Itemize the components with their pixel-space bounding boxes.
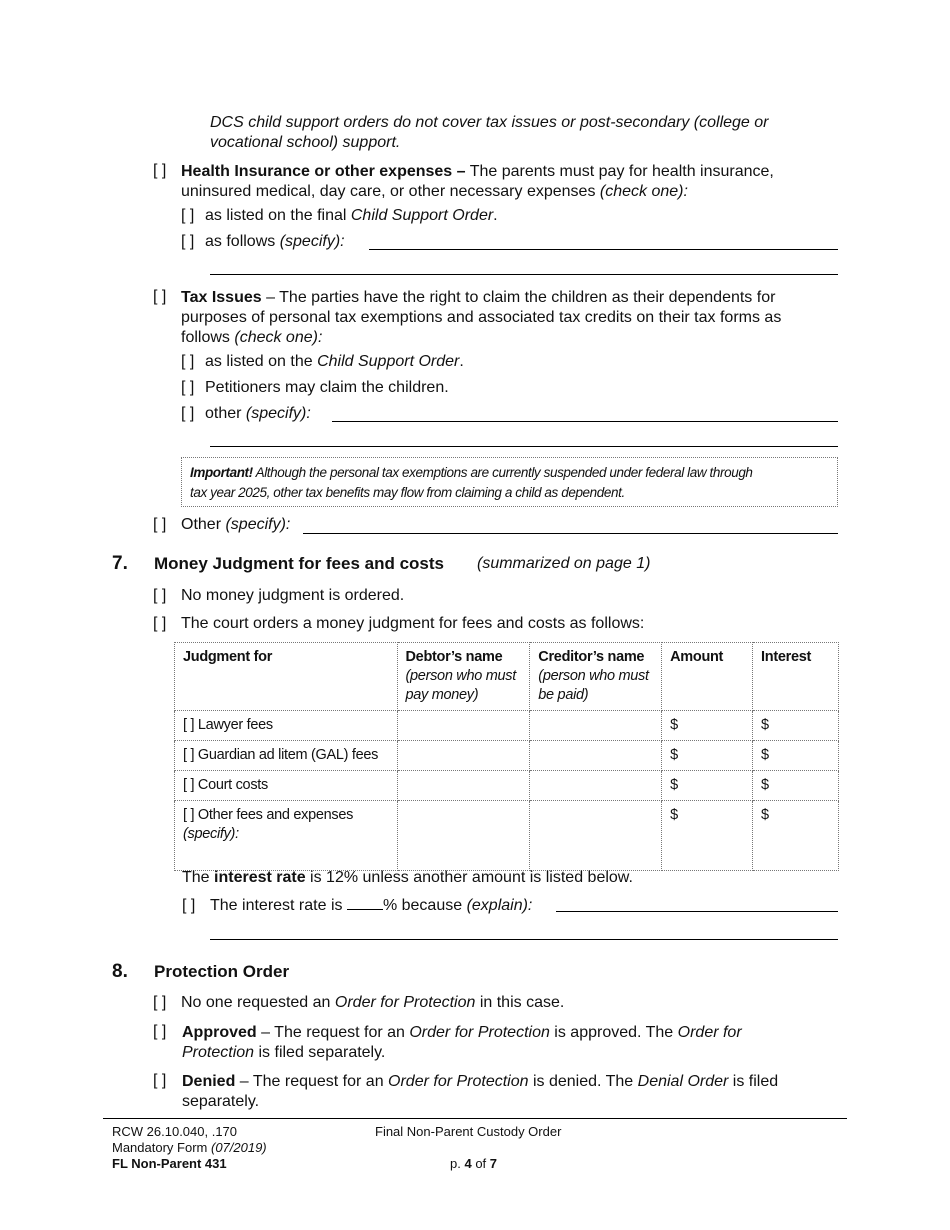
- rate-explain: (explain):: [466, 897, 533, 914]
- tax-opt3-text: other: [205, 405, 246, 422]
- approved-italic3: Protection: [182, 1044, 255, 1061]
- section-8-heading: [112, 961, 290, 983]
- important-text1: Although the personal tax exemptions are currently suspended under federal law through: [252, 465, 753, 480]
- health-insurance-heading: Health Insurance or other expenses –: [181, 163, 466, 180]
- other-text: Other: [181, 516, 226, 533]
- header-debtor: [397, 643, 530, 711]
- creditor-cell[interactable]: [530, 771, 662, 801]
- denied-text2: is denied. The: [528, 1073, 638, 1090]
- page-total: 7: [489, 1156, 498, 1171]
- header-debtor-sub: (person who must pay money): [405, 668, 516, 703]
- section-7-number: 7.: [112, 553, 128, 574]
- interest-cell[interactable]: $: [753, 801, 839, 871]
- amount-cell[interactable]: $: [662, 801, 753, 871]
- row-lawyer-fees[interactable]: [ ] Lawyer fees: [175, 711, 398, 741]
- debtor-cell[interactable]: [397, 801, 530, 871]
- denied-label: Denied: [182, 1073, 236, 1090]
- table-row: [175, 771, 839, 801]
- no-money-judgment-option: [153, 587, 404, 605]
- protection-none-text: No one requested an: [181, 994, 335, 1011]
- tax-opt3-italic: (specify):: [245, 405, 311, 422]
- table-row: [175, 741, 839, 771]
- page-current: 4: [464, 1156, 472, 1171]
- intro-note-line1: DCS child support orders do not cover tax issues or post-secondary (college or: [210, 114, 769, 131]
- interest-rate-statement: [182, 869, 633, 887]
- health-option-final-order: [181, 207, 498, 225]
- section-7-heading: [112, 553, 651, 575]
- explain-line-2[interactable]: [210, 939, 838, 940]
- interest-rate-blank[interactable]: [347, 895, 383, 910]
- fees-table: [174, 642, 839, 871]
- row-court-costs[interactable]: [ ] Court costs: [175, 771, 398, 801]
- interest-rate-option: [182, 895, 532, 915]
- tax-issues-text1: – The parties have the right to claim the children as their dependents for: [261, 289, 776, 306]
- health-insurance-block: [181, 162, 774, 202]
- rate-pre: The interest rate is: [210, 897, 347, 914]
- approved-italic1: Order for Protection: [409, 1024, 550, 1041]
- health-insurance-check-one: (check one):: [599, 183, 688, 200]
- fees-table-header: [175, 643, 839, 711]
- debtor-cell[interactable]: [397, 711, 530, 741]
- intro-note-line2: vocational school) support.: [210, 134, 401, 151]
- health-option-as-follows: [181, 233, 345, 251]
- amount-cell[interactable]: $: [662, 771, 753, 801]
- row-other-fees-label: [ ] Other fees and expenses: [183, 807, 354, 823]
- explain-line-1[interactable]: [556, 911, 838, 912]
- health-opt2-text: as follows: [205, 233, 280, 250]
- row-gal-fees[interactable]: [ ] Guardian ad litem (GAL) fees: [175, 741, 398, 771]
- footer-doc-title: Final Non-Parent Custody Order: [375, 1124, 562, 1139]
- health-opt2-italic: (specify):: [279, 233, 345, 250]
- important-label: Important!: [190, 465, 253, 480]
- money-judgment-option: [153, 615, 644, 633]
- page-of: of: [471, 1156, 490, 1171]
- footer-rcw: RCW 26.10.040, .170: [112, 1124, 238, 1139]
- table-row: [175, 801, 839, 871]
- table-row: [175, 711, 839, 741]
- health-insurance-line2: uninsured medical, day care, or other necessary expenses: [181, 183, 600, 200]
- header-creditor: [530, 643, 662, 711]
- denied-text3: is filed: [728, 1073, 779, 1090]
- denied-italic2: Denial Order: [637, 1073, 729, 1090]
- tax-option-petitioners: [181, 379, 449, 397]
- other-label: [181, 516, 290, 534]
- protection-approved-block: [182, 1023, 742, 1063]
- section-8-title: Protection Order: [154, 962, 290, 981]
- creditor-cell[interactable]: [530, 741, 662, 771]
- approved-text1: – The request for an: [256, 1024, 410, 1041]
- header-debtor-label: Debtor’s name: [405, 649, 503, 665]
- debtor-cell[interactable]: [397, 741, 530, 771]
- interest-cell[interactable]: $: [753, 711, 839, 741]
- other-specify-line[interactable]: [303, 533, 838, 534]
- denied-text1: – The request for an: [235, 1073, 389, 1090]
- header-amount: Amount: [662, 643, 753, 711]
- header-creditor-label: Creditor’s name: [538, 649, 645, 665]
- interest-cell[interactable]: $: [753, 771, 839, 801]
- section-8-number: 8.: [112, 961, 128, 982]
- creditor-cell[interactable]: [530, 801, 662, 871]
- amount-cell[interactable]: $: [662, 711, 753, 741]
- protection-none-option: [153, 994, 564, 1012]
- protection-denied-block: [182, 1072, 778, 1112]
- header-creditor-sub: (person who must be paid): [538, 668, 649, 703]
- tax-opt2-checkbox[interactable]: [ ]: [181, 379, 195, 396]
- important-text2: tax year 2025, other tax benefits may flow from claiming a child as dependent.: [190, 485, 625, 500]
- approved-label: Approved: [182, 1024, 257, 1041]
- tax-specify-line-1[interactable]: [332, 421, 838, 422]
- tax-option-other: [181, 405, 311, 423]
- denied-italic1: Order for Protection: [388, 1073, 529, 1090]
- footer-divider: [103, 1118, 847, 1119]
- row-other-fees[interactable]: [175, 801, 398, 871]
- footer-mandatory-date: (07/2019): [210, 1140, 267, 1155]
- other-checkbox[interactable]: [ ]: [153, 516, 167, 533]
- amount-cell[interactable]: $: [662, 741, 753, 771]
- page-prefix: p.: [450, 1156, 465, 1171]
- tax-issues-check-one: (check one):: [234, 329, 323, 346]
- tax-opt1-text: as listed on the: [205, 353, 318, 370]
- header-judgment-for: Judgment for: [175, 643, 398, 711]
- interest-pre: The: [182, 869, 215, 886]
- money-judgment-text: The court orders a money judgment for fees and costs as follows:: [181, 615, 645, 632]
- section-7-title: Money Judgment for fees and costs: [154, 554, 444, 573]
- denied-text4: separately.: [182, 1093, 260, 1110]
- rate-mid: % because: [382, 897, 467, 914]
- tax-option-child-support: [181, 353, 464, 371]
- tax-opt3-checkbox[interactable]: [ ]: [181, 405, 195, 422]
- health-specify-line-1[interactable]: [369, 249, 838, 250]
- tax-issues-checkbox[interactable]: [ ]: [153, 288, 167, 305]
- protection-approved-checkbox[interactable]: [ ]: [153, 1023, 167, 1040]
- important-notice-box: [181, 457, 838, 507]
- debtor-cell[interactable]: [397, 771, 530, 801]
- tax-specify-line-2[interactable]: [210, 446, 838, 447]
- approved-italic2: Order for: [677, 1024, 742, 1041]
- no-judgment-checkbox[interactable]: [ ]: [153, 587, 167, 604]
- health-specify-line-2[interactable]: [210, 274, 838, 275]
- header-interest: Interest: [753, 643, 839, 711]
- protection-none-italic: Order for Protection: [334, 994, 476, 1011]
- footer-mandatory: Mandatory Form: [112, 1140, 211, 1155]
- section-7-subtitle: (summarized on page 1): [477, 555, 651, 572]
- health-opt1-suffix: .: [493, 207, 498, 224]
- health-insurance-text1: The parents must pay for health insurance,: [465, 163, 774, 180]
- intro-note: [210, 113, 768, 153]
- creditor-cell[interactable]: [530, 711, 662, 741]
- row-other-fees-specify: (specify):: [183, 826, 239, 842]
- tax-issues-heading: Tax Issues: [181, 289, 262, 306]
- protection-none-checkbox[interactable]: [ ]: [153, 994, 167, 1011]
- footer-left: [112, 1124, 267, 1172]
- tax-opt1-italic: Child Support Order: [317, 353, 460, 370]
- footer-center: [375, 1124, 561, 1140]
- health-opt1-text: as listed on the final: [205, 207, 351, 224]
- tax-opt1-checkbox[interactable]: [ ]: [181, 353, 195, 370]
- health-opt2-checkbox[interactable]: [ ]: [181, 233, 195, 250]
- approved-text2: is approved. The: [549, 1024, 678, 1041]
- health-opt1-italic: Child Support Order: [350, 207, 494, 224]
- protection-denied-checkbox[interactable]: [ ]: [153, 1072, 167, 1089]
- page-number: [450, 1156, 497, 1172]
- interest-cell[interactable]: $: [753, 741, 839, 771]
- health-insurance-checkbox[interactable]: [ ]: [153, 162, 167, 179]
- footer-form-id: FL Non-Parent 431: [112, 1156, 227, 1171]
- tax-issues-line2: purposes of personal tax exemptions and associated tax credits on their tax forms as: [181, 309, 782, 326]
- tax-opt1-suffix: .: [459, 353, 464, 370]
- tax-issues-line3: follows: [181, 329, 235, 346]
- interest-rate-checkbox[interactable]: [ ]: [182, 897, 196, 914]
- money-judgment-checkbox[interactable]: [ ]: [153, 615, 167, 632]
- tax-opt2-text: Petitioners may claim the children.: [205, 379, 449, 396]
- protection-none-suffix: in this case.: [475, 994, 565, 1011]
- interest-post: is 12% unless another amount is listed below.: [305, 869, 633, 886]
- approved-text3: is filed separately.: [254, 1044, 386, 1061]
- interest-rate-bold: interest rate: [214, 869, 306, 886]
- other-specify: (specify):: [225, 516, 291, 533]
- no-judgment-text: No money judgment is ordered.: [181, 587, 405, 604]
- tax-issues-block: [181, 288, 781, 348]
- health-opt1-checkbox[interactable]: [ ]: [181, 207, 195, 224]
